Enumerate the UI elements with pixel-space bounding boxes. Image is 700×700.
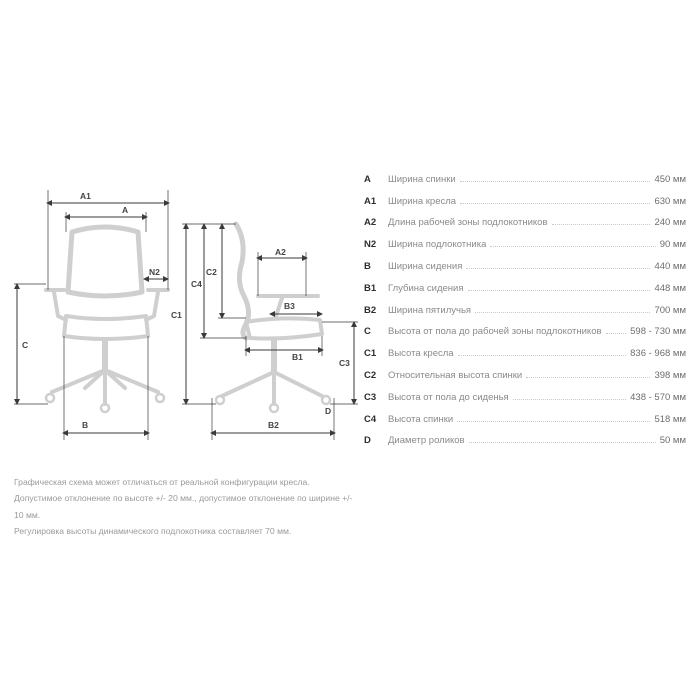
dotted-leader: [469, 442, 656, 443]
spec-label: Ширина спинки: [388, 173, 456, 185]
dotted-leader: [526, 377, 650, 378]
spec-label: Ширина кресла: [388, 195, 457, 207]
label-A2: A2: [275, 247, 286, 257]
label-B2: B2: [268, 420, 279, 430]
spec-row: [364, 425, 686, 447]
dotted-leader: [513, 399, 626, 400]
spec-label: Ширина подлокотника: [388, 239, 487, 251]
label-B3: B3: [284, 301, 295, 311]
notes: [14, 474, 364, 539]
spec-row: [364, 207, 686, 229]
specs-table: [364, 163, 686, 446]
dotted-leader: [460, 203, 650, 204]
spec-code: B2: [364, 304, 377, 316]
spec-value: 440 мм: [654, 260, 686, 272]
spec-label: Ширина пятилучья: [388, 304, 472, 316]
side-caster-center: [270, 404, 278, 412]
dotted-leader: [460, 181, 651, 182]
side-caster-right: [322, 396, 330, 404]
spec-code: A1: [364, 195, 377, 207]
spec-code: A2: [364, 217, 377, 229]
spec-row: [364, 228, 686, 250]
dotted-leader: [468, 290, 651, 291]
dotted-leader: [457, 421, 650, 422]
spec-label: Высота кресла: [388, 348, 454, 360]
note-tolerance: Допустимое отклонение по высоте +/- 20 мм., допустимое отклонение по ширине +/- 10 мм.: [14, 493, 353, 520]
spec-row: [364, 272, 686, 294]
spec-value: 836 - 968 мм: [630, 348, 686, 360]
spec-code: C4: [364, 413, 377, 425]
spec-value: 598 - 730 мм: [630, 326, 686, 338]
spec-code: C3: [364, 391, 377, 403]
spec-label: Высота спинки: [388, 413, 454, 425]
front-backrest: [68, 227, 142, 296]
spec-value: 90 мм: [659, 239, 686, 251]
spec-label: Глубина сидения: [388, 282, 464, 294]
dotted-leader: [490, 246, 655, 247]
spec-row: [364, 381, 686, 403]
spec-value: 438 - 570 мм: [630, 391, 686, 403]
dotted-leader: [466, 268, 650, 269]
front-armrest-right: [146, 290, 168, 320]
chair-diagram: [0, 0, 360, 450]
spec-code: B: [364, 260, 371, 272]
spec-code: C2: [364, 369, 377, 381]
spec-code: C1: [364, 348, 377, 360]
spec-row: [364, 337, 686, 359]
note-armrest: Регулировка высоты динамического подлокотника составляет 70 мм.: [14, 525, 292, 536]
dotted-leader: [606, 333, 627, 334]
label-A1: A1: [80, 191, 91, 201]
spec-code: A: [364, 173, 371, 185]
spec-value: 240 мм: [654, 217, 686, 229]
side-caster-left: [216, 396, 224, 404]
label-C2: C2: [206, 267, 217, 277]
front-caster-left: [46, 394, 54, 402]
label-C3: C3: [339, 358, 350, 368]
spec-row: [364, 359, 686, 381]
spec-row: [364, 316, 686, 338]
front-caster-right: [156, 394, 164, 402]
spec-value: 700 мм: [654, 304, 686, 316]
spec-row: [364, 185, 686, 207]
dotted-leader: [552, 224, 651, 225]
spec-label: Длина рабочей зоны подлокотников: [388, 217, 548, 229]
dotted-leader: [458, 355, 627, 356]
spec-code: C: [364, 326, 371, 338]
spec-label: Высота от пола до сиденья: [388, 391, 509, 403]
front-armrest-left: [46, 290, 66, 320]
label-B1: B1: [292, 352, 303, 362]
label-C4: C4: [191, 279, 202, 289]
spec-row: [364, 403, 686, 425]
dotted-leader: [475, 312, 650, 313]
front-star-base: [52, 370, 158, 404]
spec-label: Относительная высота спинки: [388, 369, 523, 381]
spec-label: Высота от пола до рабочей зоны подлокотников: [388, 326, 602, 338]
label-C: C: [22, 340, 29, 350]
side-seat: [246, 318, 322, 338]
spec-label: Диаметр роликов: [388, 435, 465, 447]
spec-code: B1: [364, 282, 377, 294]
front-seat: [64, 316, 148, 339]
front-caster-center: [101, 404, 109, 412]
label-B: B: [82, 420, 89, 430]
spec-row: [364, 163, 686, 185]
label-N2: N2: [149, 267, 160, 277]
spec-code: N2: [364, 239, 377, 251]
spec-row: [364, 250, 686, 272]
spec-value: 448 мм: [654, 282, 686, 294]
spec-code: D: [364, 435, 371, 447]
spec-value: 398 мм: [654, 369, 686, 381]
spec-label: Ширина сидения: [388, 260, 463, 272]
note-scheme: Графическая схема может отличаться от реальной конфигурации кресла.: [14, 477, 310, 487]
side-star-base: [222, 372, 322, 404]
label-D: D: [325, 406, 332, 416]
spec-value: 50 мм: [659, 435, 686, 447]
spec-value: 630 мм: [654, 195, 686, 207]
spec-row: [364, 294, 686, 316]
spec-value: 450 мм: [654, 173, 686, 185]
label-C1: C1: [171, 310, 182, 320]
spec-value: 518 мм: [654, 413, 686, 425]
label-A: A: [122, 205, 129, 215]
